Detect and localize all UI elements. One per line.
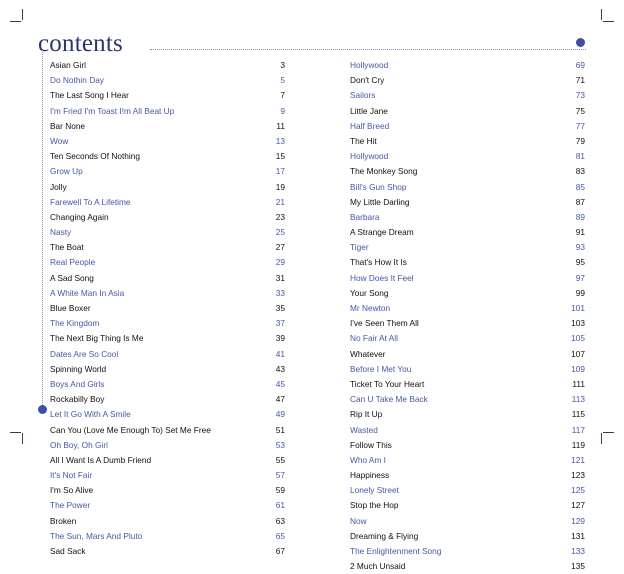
contents-entry[interactable] [350,104,585,119]
entry-title: Now [350,515,367,526]
contents-entry[interactable] [350,331,585,346]
contents-entry[interactable] [50,210,285,225]
contents-entry[interactable] [350,255,585,270]
left-margin-end-dot [38,405,47,414]
crop-mark-top-left-horizontal [10,21,21,22]
page-title: contents [38,30,123,57]
contents-entry[interactable] [350,362,585,377]
entry-page-number: 33 [275,287,285,298]
crop-mark-top-right-vertical [601,9,602,20]
entry-page-number: 97 [575,272,585,283]
entry-page-number: 107 [571,348,585,359]
entry-page-number: 13 [275,135,285,146]
entry-title: All I Want Is A Dumb Friend [50,454,152,465]
contents-entry[interactable] [50,195,285,210]
entry-title: Rip It Up [350,409,383,420]
entry-title: Asian Girl [50,60,86,70]
contents-entry[interactable] [350,514,585,529]
entry-page-number: 115 [571,409,585,420]
contents-entry[interactable] [350,483,585,498]
contents-entry[interactable] [50,362,285,377]
entry-page-number: 119 [571,439,585,450]
entry-page-number: 55 [275,454,285,465]
entry-page-number: 103 [571,318,585,329]
contents-entry[interactable] [50,377,285,392]
entry-page-number: 133 [571,546,585,556]
contents-entry[interactable] [50,392,285,407]
entry-page-number: 41 [275,348,285,359]
entry-title: Can You (Love Me Enough To) Set Me Free [50,424,211,435]
contents-entry[interactable] [350,498,585,513]
entry-title: Hollywood [350,151,389,162]
contents-entry[interactable] [50,438,285,453]
contents-entry[interactable] [350,210,585,225]
entry-page-number: 89 [575,211,585,222]
entry-page-number: 19 [275,181,285,192]
entry-title: Wasted [350,424,378,435]
entry-title: Rockabilly Boy [50,394,105,405]
contents-entry[interactable] [350,559,585,574]
entry-page-number: 11 [276,120,285,131]
entry-title: I've Seen Them All [350,318,419,329]
entry-title: The Power [50,500,91,511]
entry-page-number: 87 [575,196,585,207]
entry-title: Sad Sack [50,546,86,556]
entry-title: Do Nothin Day [50,75,104,86]
crop-mark-top-left-vertical [22,9,23,20]
contents-entry[interactable] [350,392,585,407]
entry-page-number: 7 [280,90,285,101]
entry-title: It's Not Fair [50,470,93,481]
entry-page-number: 71 [575,75,585,86]
contents-entry[interactable] [50,58,285,73]
contents-entry[interactable] [50,134,285,149]
entry-title: Mr Newton [350,303,391,313]
entry-title: A White Man In Asia [50,287,125,298]
entry-title: Don't Cry [350,75,385,86]
entry-page-number: 53 [275,439,285,450]
entry-page-number: 95 [575,257,585,268]
contents-entry[interactable] [50,347,285,362]
entry-page-number: 39 [275,333,285,344]
contents-entry[interactable] [50,483,285,498]
contents-entry[interactable] [50,468,285,483]
crop-mark-bottom-left-horizontal [10,432,21,433]
contents-entry[interactable] [350,286,585,301]
entry-title: Wow [50,135,69,146]
entry-page-number: 51 [275,424,285,435]
contents-header [38,31,586,57]
contents-entry[interactable] [350,453,585,468]
crop-mark-bottom-right-horizontal [603,432,614,433]
entry-title: Ticket To Your Heart [350,378,425,389]
entry-title: Oh Boy, Oh Girl [50,439,108,450]
header-end-dot [576,38,585,47]
contents-entry[interactable] [350,271,585,286]
contents-entry[interactable] [350,164,585,179]
crop-mark-top-right-horizontal [603,21,614,22]
contents-entry[interactable] [350,119,585,134]
contents-entry[interactable] [50,316,285,331]
entry-title: Follow This [350,439,392,450]
entry-title: A Strange Dream [350,227,414,238]
entry-page-number: 63 [275,515,285,526]
entry-page-number: 9 [280,105,285,116]
entry-title: I'm Fried I'm Toast I!m All Beat Up [50,105,175,116]
entry-page-number: 59 [275,485,285,496]
entry-title: Tiger [350,242,369,253]
contents-entry[interactable] [350,149,585,164]
contents-entry[interactable] [50,514,285,529]
entry-page-number: 23 [275,211,285,222]
contents-entry[interactable] [50,498,285,513]
contents-entry[interactable] [350,58,585,73]
entry-title: Can U Take Me Back [350,394,428,405]
contents-entry[interactable] [350,438,585,453]
entry-page-number: 17 [275,166,285,177]
entry-title: No Fair At All [350,333,398,344]
entry-title: Grow Up [50,166,83,177]
contents-entry[interactable] [350,225,585,240]
contents-entry[interactable] [350,180,585,195]
entry-page-number: 91 [575,227,585,238]
entry-page-number: 79 [575,135,585,146]
contents-entry[interactable] [350,88,585,103]
contents-entry[interactable] [50,255,285,270]
contents-entry[interactable] [50,149,285,164]
contents-column-left [50,58,285,559]
entry-page-number: 43 [275,363,285,374]
entry-title: Barbara [350,211,380,222]
entry-page-number: 75 [575,105,585,116]
entry-page-number: 69 [575,60,585,70]
entry-page-number: 45 [275,378,285,389]
entry-title: The Boat [50,242,84,253]
entry-page-number: 123 [571,470,585,481]
contents-entry[interactable] [50,331,285,346]
entry-title: Bar None [50,120,86,131]
entry-page-number: 81 [575,151,585,162]
left-margin-dotted-rule [42,50,43,405]
contents-entry[interactable] [50,240,285,255]
entry-title: That's How It Is [350,257,407,268]
contents-entry[interactable] [50,104,285,119]
entry-title: My Little Darling [350,196,410,207]
entry-title: Dreaming & Flying [350,530,419,541]
contents-entry[interactable] [350,195,585,210]
entry-page-number: 73 [575,90,585,101]
contents-entry[interactable] [50,301,285,316]
entry-title: Blue Boxer [50,303,91,313]
contents-entry[interactable] [50,271,285,286]
contents-entry[interactable] [350,240,585,255]
contents-entry[interactable] [350,347,585,362]
entry-title: Let It Go With A Smile [50,409,131,420]
entry-page-number: 21 [275,196,285,207]
entry-title: Changing Again [50,211,109,222]
entry-page-number: 57 [275,470,285,481]
entry-page-number: 27 [275,242,285,253]
entry-title: Lonely Street [350,485,399,496]
contents-entry[interactable] [50,453,285,468]
entry-page-number: 37 [275,318,285,329]
entry-title: 2 Much Unsaid [350,561,406,572]
entry-page-number: 25 [275,227,285,238]
contents-entry[interactable] [350,73,585,88]
entry-title: The Hit [350,135,377,146]
contents-entry[interactable] [350,134,585,149]
contents-entry[interactable] [50,544,285,559]
entry-title: Dates Are So Cool [50,348,119,359]
entry-title: Jolly [50,181,67,192]
entry-title: Sailors [350,90,376,101]
contents-entry[interactable] [50,180,285,195]
entry-title: Nasty [50,227,72,238]
crop-mark-bottom-right-vertical [601,433,602,444]
contents-entry[interactable] [50,119,285,134]
entry-title: Your Song [350,287,389,298]
entry-title: Spinning World [50,363,107,374]
contents-entry[interactable] [50,423,285,438]
entry-page-number: 127 [571,500,585,511]
entry-title: The Next Big Thing Is Me [50,333,144,344]
entry-page-number: 99 [575,287,585,298]
contents-entry[interactable] [50,286,285,301]
entry-title: Who Am I [350,454,386,465]
contents-entry[interactable] [350,468,585,483]
entry-page-number: 49 [275,409,285,420]
entry-page-number: 105 [571,333,585,344]
entry-title: Happiness [350,470,390,481]
contents-entry[interactable] [350,316,585,331]
entry-page-number: 135 [571,561,585,572]
entry-title: How Does It Feel [350,272,414,283]
contents-column-right [350,58,585,574]
entry-page-number: 121 [571,454,585,465]
entry-page-number: 93 [575,242,585,253]
entry-page-number: 65 [275,530,285,541]
contents-entry[interactable] [50,73,285,88]
entry-page-number: 61 [275,500,285,511]
crop-mark-bottom-left-vertical [22,433,23,444]
contents-entry[interactable] [350,301,585,316]
entry-page-number: 85 [575,181,585,192]
contents-entry[interactable] [50,88,285,103]
contents-entry[interactable] [50,407,285,422]
entry-page-number: 29 [275,257,285,268]
entry-title: Half Breed [350,120,390,131]
entry-title: I'm So Alive [50,485,94,496]
entry-title: Whatever [350,348,386,359]
entry-title: A Sad Song [50,272,94,283]
entry-page-number: 31 [275,272,285,283]
contents-entry[interactable] [350,377,585,392]
entry-title: Bill's Gun Shop [350,181,407,192]
entry-page-number: 101 [571,303,585,313]
contents-entry[interactable] [350,423,585,438]
entry-page-number: 47 [275,394,285,405]
contents-entry[interactable] [350,407,585,422]
contents-entry[interactable] [50,529,285,544]
entry-page-number: 3 [280,60,285,70]
entry-title: Before I Met You [350,363,412,374]
entry-title: The Enlightenment Song [350,546,442,556]
entry-title: Broken [50,515,77,526]
entry-title: Stop the Hop [350,500,399,511]
entry-title: The Kingdom [50,318,100,329]
entry-page-number: 113 [571,394,585,405]
entry-title: The Sun, Mars And Pluto [50,530,143,541]
entry-page-number: 111 [572,378,585,389]
entry-page-number: 77 [575,120,585,131]
contents-entry[interactable] [50,225,285,240]
contents-entry[interactable] [50,164,285,179]
entry-title: The Monkey Song [350,166,418,177]
entry-title: Ten Seconds Of Nothing [50,151,140,162]
entry-page-number: 67 [275,546,285,556]
entry-page-number: 117 [571,424,585,435]
entry-page-number: 129 [571,515,585,526]
entry-title: Farewell To A Lifetime [50,196,131,207]
entry-page-number: 125 [571,485,585,496]
entry-page-number: 83 [575,166,585,177]
entry-title: Real People [50,257,96,268]
entry-page-number: 109 [571,363,585,374]
entry-page-number: 15 [275,151,285,162]
entry-title: The Last Song I Hear [50,90,129,101]
entry-page-number: 35 [275,303,285,313]
contents-entry[interactable] [350,529,585,544]
entry-page-number: 131 [571,530,585,541]
entry-page-number: 5 [280,75,285,86]
entry-title: Hollywood [350,60,389,70]
contents-entry[interactable] [350,544,585,559]
entry-title: Boys And Girls [50,378,105,389]
entry-title: Little Jane [350,105,388,116]
header-dotted-rule [150,49,586,50]
